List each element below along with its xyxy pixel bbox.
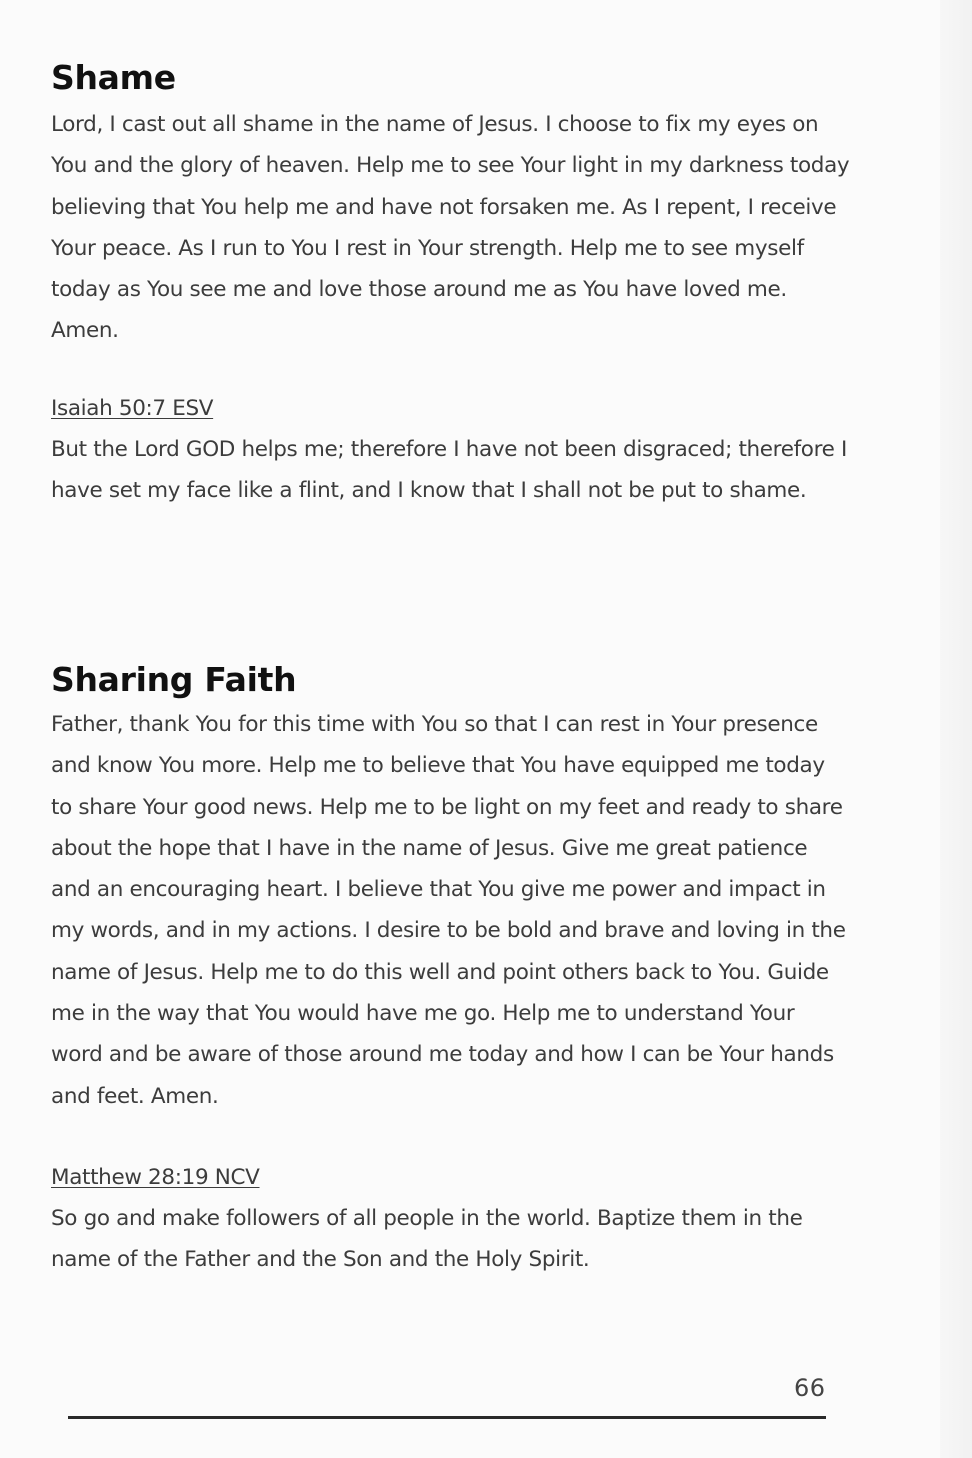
section-shame bbox=[51, 58, 851, 511]
prayer-text: Father, thank You for this time with You so that I can rest in Your presence and know You more. Help me to believe that You have equipped me today to share Your good news. Help me to be light on my feet and ready to share about the hope that I have in the name of Jesus. Give me great patience and an encouraging heart. I believe that You give me power and impact in my words, and in my actions. I desire to be bold and brave and loving in the name of Jesus. Help me to do this well and point others back to You. Guide me in the way that You would have me go. Help me to understand Your word and be aware of those around me today and how I can be Your hands and feet. Amen. bbox=[51, 712, 846, 1109]
prayer-text: Lord, I cast out all shame in the name of Jesus. I choose to fix my eyes on You and the glory of heaven. Help me to see Your light in my darkness today believing that You help me and have not forsaken me. As I repent, I receive Your peace. As I run to You I rest in Your strength. Help me to see myself today as You see me and love those around me as You have loved me. Amen. bbox=[51, 112, 850, 344]
verse-text: But the Lord GOD helps me; therefore I have not been disgraced; therefore I have set my face like a flint, and I know that I shall not be put to shame. bbox=[51, 436, 847, 504]
page-number: 66 bbox=[794, 1374, 826, 1402]
footer-divider bbox=[68, 1416, 826, 1419]
page-edge-shadow bbox=[940, 0, 972, 1458]
verse-reference: Isaiah 50:7 ESV bbox=[51, 395, 214, 421]
section-title: Shame bbox=[51, 58, 176, 97]
section-title: Sharing Faith bbox=[51, 660, 297, 699]
verse-reference: Matthew 28:19 NCV bbox=[51, 1164, 260, 1190]
verse-text: So go and make followers of all people in the world. Baptize them in the name of the Father and the Son and the Holy Spirit. bbox=[51, 1205, 803, 1273]
section-sharing-faith bbox=[51, 660, 851, 1281]
